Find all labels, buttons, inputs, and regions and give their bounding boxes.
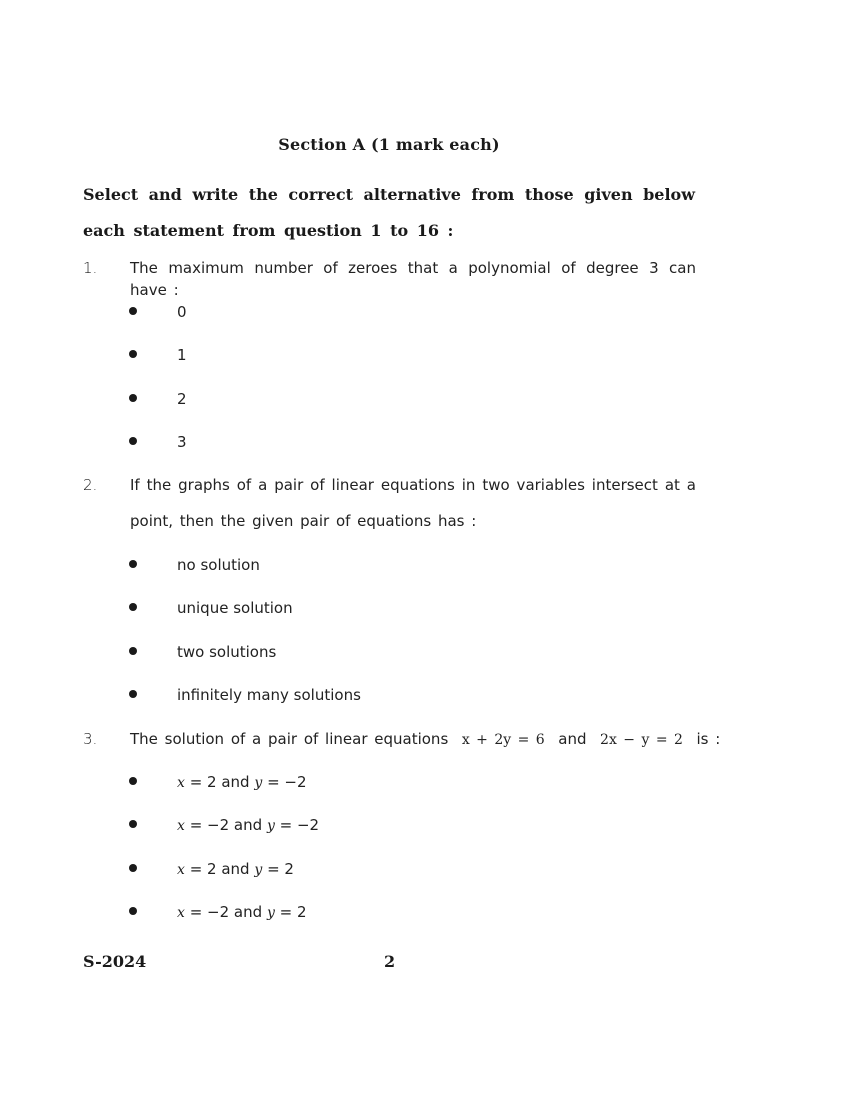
- option-text: unique solution: [177, 599, 293, 617]
- x-value: = 2: [189, 860, 217, 878]
- option-text: infinitely many solutions: [177, 686, 361, 704]
- option-text: 1: [177, 346, 187, 364]
- option-text: [177, 814, 319, 837]
- paper-code: S-2024: [83, 952, 147, 971]
- question-number: 2.: [83, 476, 98, 494]
- page-number: 2: [384, 952, 396, 971]
- bullet-icon: [129, 394, 137, 402]
- option-text: two solutions: [177, 643, 277, 661]
- question-number: 3.: [83, 730, 98, 748]
- variable-y: y: [266, 818, 275, 834]
- and-word: and: [233, 903, 263, 921]
- question-text-end: is :: [696, 730, 721, 748]
- option-item: [0, 388, 850, 410]
- bullet-icon: [129, 690, 137, 698]
- and-word: and: [221, 860, 250, 878]
- bullet-icon: [129, 820, 137, 828]
- option-item: [0, 344, 850, 366]
- bullet-icon: [129, 560, 137, 568]
- option-text: [177, 901, 307, 924]
- option-item: [0, 814, 850, 836]
- variable-y: y: [254, 862, 263, 878]
- question-text-start: The solution of a pair of linear equations: [130, 730, 449, 748]
- bullet-icon: [129, 864, 137, 872]
- variable-x: x: [177, 818, 185, 834]
- variable-x: x: [177, 862, 185, 878]
- bullet-icon: [129, 907, 137, 915]
- bullet-icon: [129, 350, 137, 358]
- option-text: 2: [177, 390, 187, 408]
- bullet-icon: [129, 647, 137, 655]
- y-value: = −2: [279, 816, 320, 834]
- equation-2: 2x − y = 2: [600, 732, 683, 748]
- option-text: [177, 858, 294, 881]
- option-text: [177, 771, 307, 794]
- question-text: The maximum number of zeroes that a polynomial of degree 3 can have :: [130, 259, 696, 299]
- option-text: 3: [177, 433, 187, 451]
- question-number: 1.: [83, 259, 98, 277]
- variable-y: y: [266, 905, 275, 921]
- option-text: no solution: [177, 556, 260, 574]
- bullet-icon: [129, 437, 137, 445]
- option-item: [0, 431, 850, 453]
- variable-y: y: [254, 775, 263, 791]
- option-item: [0, 641, 850, 663]
- y-value: = 2: [279, 903, 307, 921]
- option-text: 0: [177, 303, 187, 321]
- y-value: = −2: [267, 773, 307, 791]
- x-value: = −2: [189, 816, 230, 834]
- bullet-icon: [129, 777, 137, 785]
- x-value: = −2: [189, 903, 230, 921]
- section-title: Section A (1 mark each): [278, 135, 500, 154]
- and-word: and: [221, 773, 250, 791]
- variable-x: x: [177, 775, 185, 791]
- x-value: = 2: [189, 773, 217, 791]
- option-item: [0, 901, 850, 923]
- y-value: = 2: [267, 860, 294, 878]
- option-item: [0, 597, 850, 619]
- option-item: [0, 301, 850, 323]
- option-item: [0, 684, 850, 706]
- bullet-icon: [129, 603, 137, 611]
- option-item: [0, 554, 850, 576]
- question-text-and: and: [558, 730, 587, 748]
- instruction-text: Select and write the correct alternative from those given below each statement from question 1 to 16 :: [83, 185, 695, 240]
- bullet-icon: [129, 307, 137, 315]
- equation-1: x + 2y = 6: [461, 732, 545, 748]
- option-item: [0, 858, 850, 880]
- variable-x: x: [177, 905, 185, 921]
- and-word: and: [233, 816, 263, 834]
- question-text: If the graphs of a pair of linear equations in two variables intersect at a point, then the given pair of equations has :: [130, 476, 696, 530]
- option-item: [0, 771, 850, 793]
- question-text: [130, 728, 721, 751]
